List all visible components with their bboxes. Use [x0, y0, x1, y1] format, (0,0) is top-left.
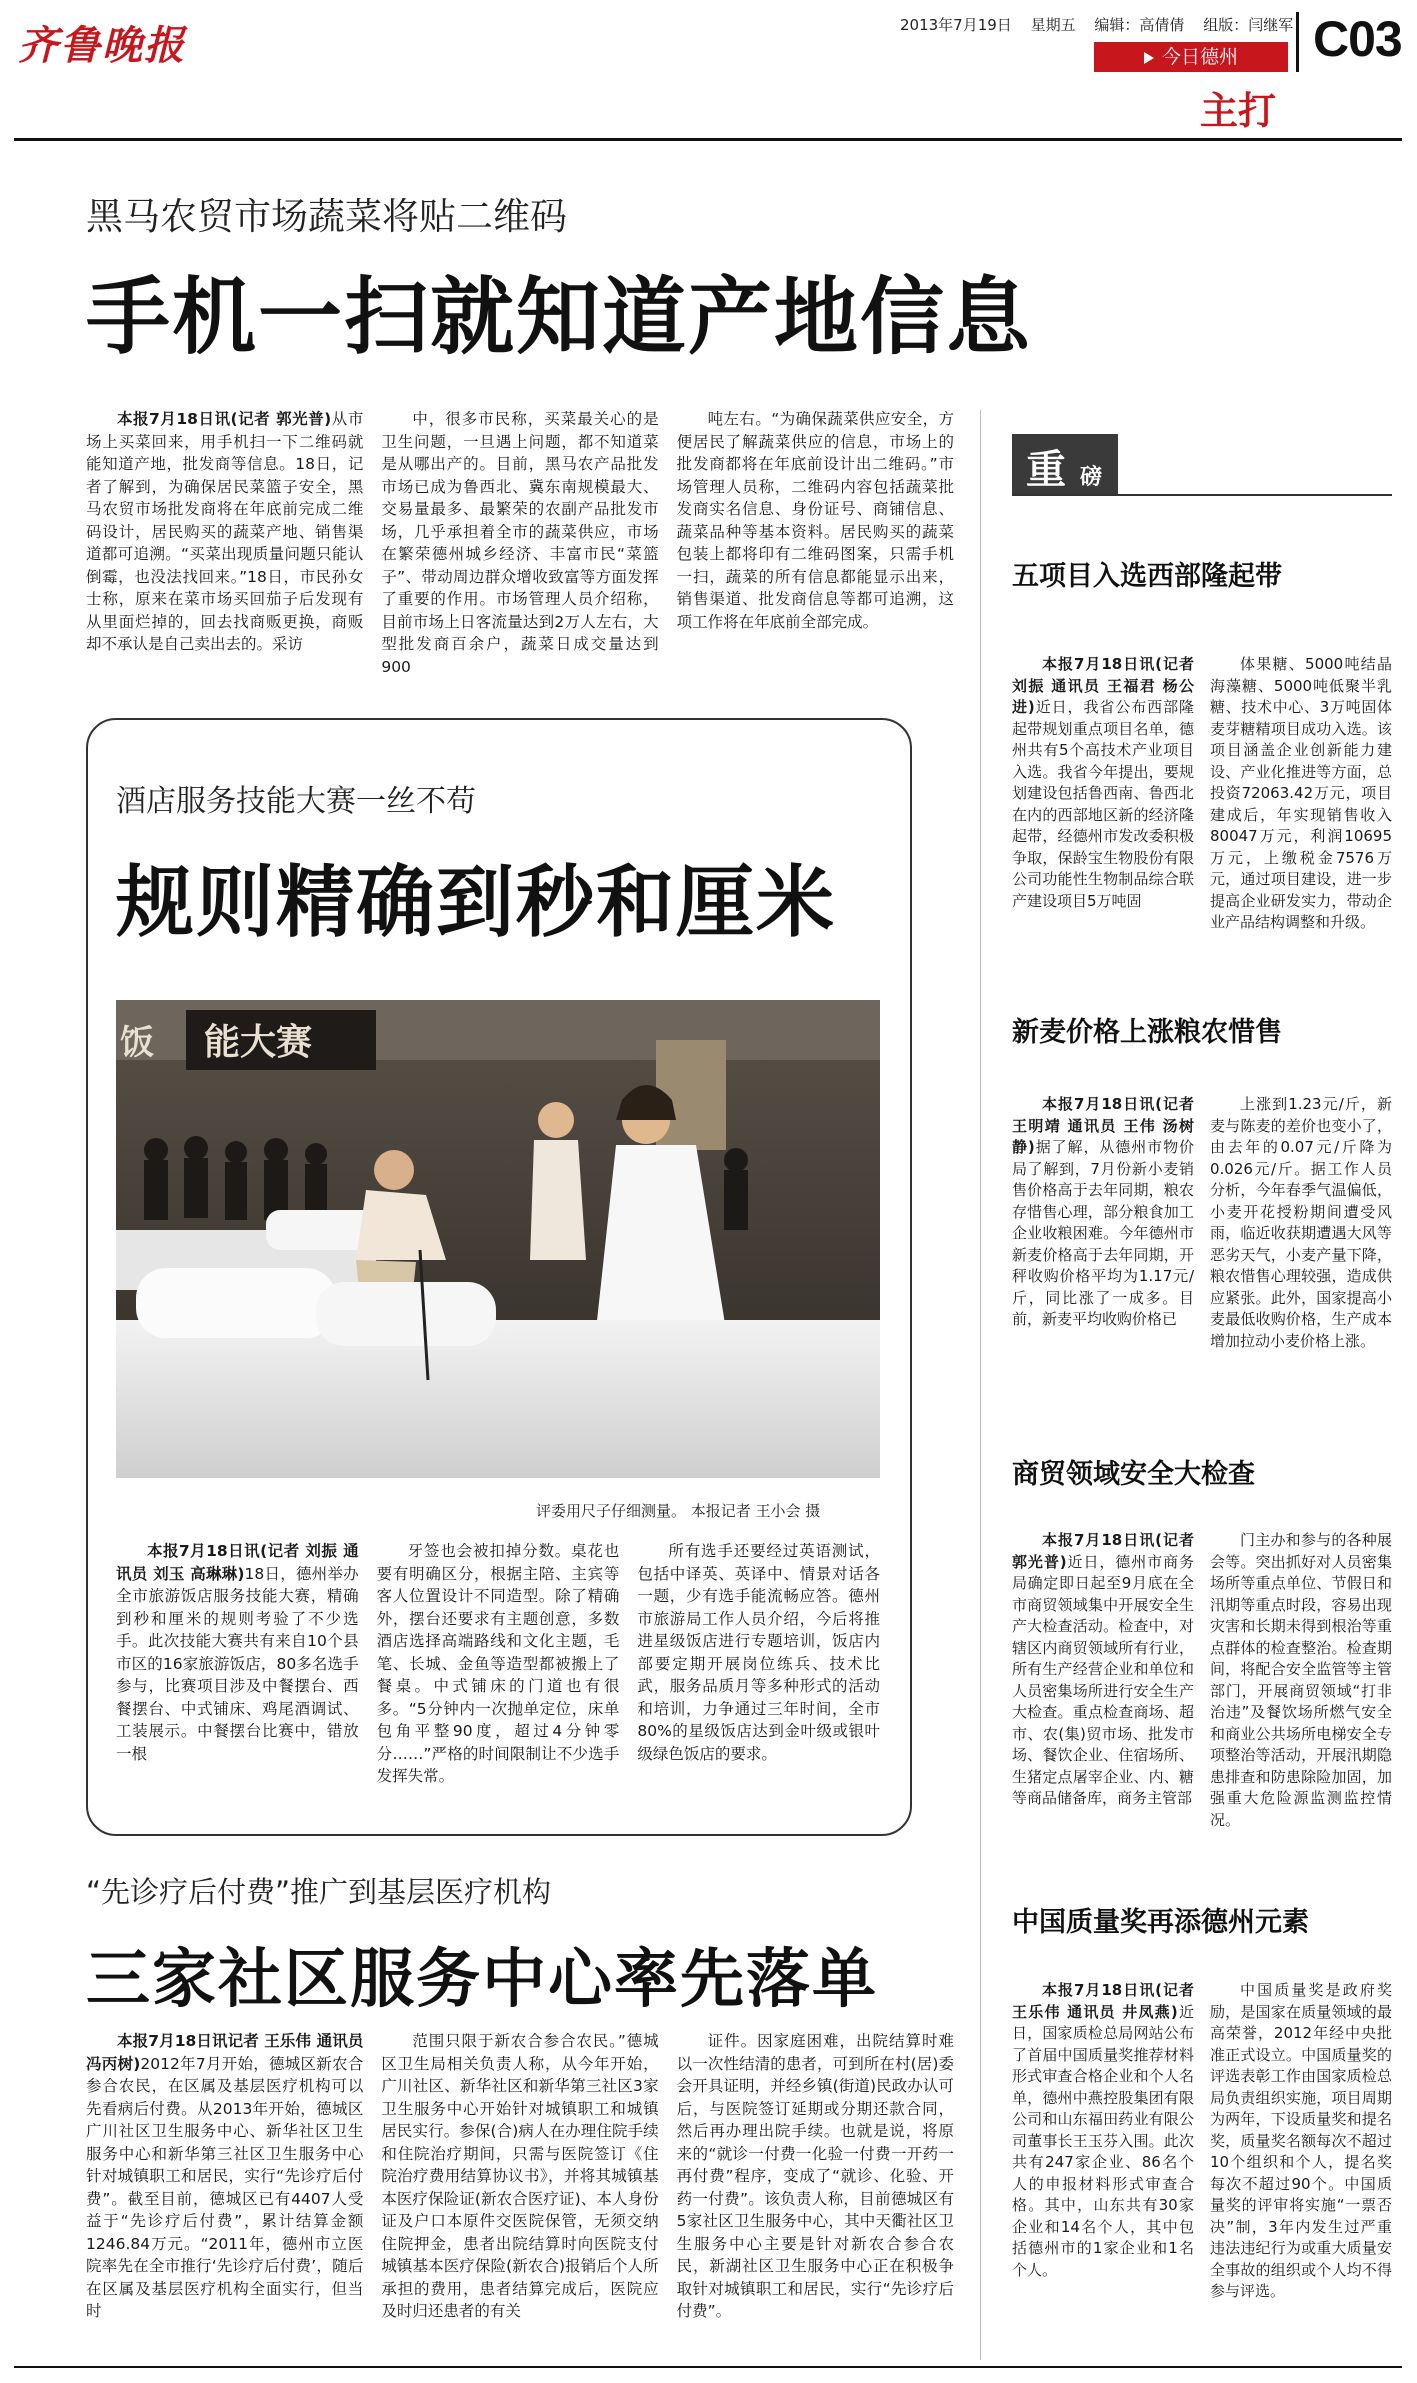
sidebar-item-2-col-2 [1210, 1094, 1392, 1414]
story1-kicker: 黑马农贸市场蔬菜将贴二维码 [86, 195, 567, 238]
sidebar-item-2-text-1: 据了解，从德州市物价局了解到，7月份新小麦销售价格高于去年同期，粮农存惜售心理，部分粮食加工企业收粮困难。今年德州市新麦价格高于去年同期，开秤收购价格平均为1.17元/斤，同比涨了一成多。目前，新麦平均收购价格已 [1012, 1138, 1194, 1328]
sidebar-item-4-byline: 本报7月18日讯(记者 王乐伟 通讯员 井凤燕) [1012, 1981, 1194, 2021]
story3-col-2 [381, 2030, 658, 2356]
sidebar-item-1-body [1012, 654, 1392, 974]
story3-byline: 本报7月18日讯记者 王乐伟 通讯员 冯丙树) [86, 2032, 364, 2073]
issue-editor: 编辑：高倩倩 [1094, 16, 1185, 34]
sidebar-item-4-body [1012, 1980, 1392, 2356]
story1-text-3: 吨左右。“为确保蔬菜供应安全，方便居民了解蔬菜供应的信息，市场上的批发商都将在年底前设计出二维码。”市场管理人员称，二维码内容包括蔬菜批发商实名信息、身份证号、商铺信息、蔬菜品种等基本资料。居民购买的蔬菜包装上都将印有二维码图案，只需手机一扫，蔬菜的所有信息都能显示出来，销售渠道、批发商信息等都可追溯，这项工作将在年底前全部完成。 [676, 410, 954, 631]
sidebar-badge-big: 重 [1026, 447, 1066, 493]
story1-col-1 [86, 408, 363, 664]
sidebar-item-2-headline: 新麦价格上涨粮农惜售 [1012, 1017, 1282, 1048]
story3-text-1: 2012年7月开始，德城区新农合参合农民，在区属及基层医疗机构可以先看病后付费。从2013年开始，德城区广川社区卫生服务中心、新华社区卫生服务中心和新华第三社区卫生服务中心针对城镇职工和居民，实行“先诊疗后付费”。截至目前，德城区已有4407人受益于“先诊疗后付费”，累计结算金额1246.84万元。“2011年，德州市立医院率先在全市推行‘先诊疗后付费’，随后在区属及基层医疗机构全面实行，但当时 [86, 2054, 364, 2320]
sidebar-item-3-headline: 商贸领域安全大检查 [1012, 1459, 1255, 1490]
story2-col-2 [377, 1540, 620, 1810]
sidebar-item-4-text-2: 中国质量奖是政府奖励，是国家在质量领域的最高荣誉，2012年经中央批准正式设立。中国质量奖的评选表彰工作由国家质检总局负责组织实施，项目周期为两年，下设质量奖和提名奖，质量奖名额每次不超过10个组织和个人，提名奖每次不超过90个。中国质量奖的评审将实施“一票否决”制，3年内发生过严重违法违纪行为或重大质量安全事故的组织或个人均不得参与评选。 [1210, 1981, 1392, 2300]
sidebar-item-1-text-1: 近日，我省公布西部隆起带规划重点项目名单，德州共有5个高技术产业项目入选。我省今年提出，要规划建设包括鲁西南、鲁西北在内的西部地区新的经济隆起带，经德州市发改委积极争取，保龄宝生物股份有限公司功能性生物制品综合联产建设项目5万吨固 [1012, 698, 1194, 910]
sidebar-item-4-col-1 [1012, 1980, 1194, 2356]
sidebar-item-1-text-2: 体果糖、5000吨结晶海藻糖、5000吨低聚半乳糖、技术中心、3万吨固体麦芽糖精项目成功入选。该项目涵盖企业创新能力建设、产业化推进等方面，总投资72063.42万元，项目建成后，年实现销售收入80047万元，利润10695万元，上缴税金7576万元，通过项目建设，进一步提高企业研发实力，带动企业产品结构调整和升级。 [1210, 655, 1392, 931]
sidebar-item-3-body [1012, 1530, 1392, 1884]
story2-byline: 本报7月18日讯(记者 刘振 通讯员 刘玉 高琳琳) [116, 1542, 359, 1583]
story3-headline: 三家社区服务中心率先落单 [86, 1943, 878, 2017]
top-rule [14, 138, 1402, 141]
photo-illustration [116, 1000, 880, 1478]
newspaper-logo: 齐鲁晚报 [18, 22, 186, 69]
story3-col-3 [677, 2030, 954, 2356]
masthead [0, 0, 1417, 140]
photo-banner-text: 能大赛 [204, 1022, 313, 1063]
story2-text-1: 18日，德州举办全市旅游饭店服务技能大赛，精确到秒和厘米的规则考验了不少选手。此次技能大赛共有来自10个县市区的16家旅游饭店，80多名选手参与，比赛项目涉及中餐摆台、西餐摆台、中式铺床、鸡尾酒调试、工装展示。中餐摆台比赛中，错放一根 [116, 1564, 359, 1763]
issue-weekday: 星期五 [1030, 16, 1076, 34]
sidebar-item-2-body [1012, 1094, 1392, 1414]
sidebar-item-1-col-1 [1012, 654, 1194, 974]
story3-col-1 [86, 2030, 363, 2356]
sidebar-item-2-byline: 本报7月18日讯(记者 王明靖 通讯员 王伟 汤树静) [1012, 1095, 1194, 1156]
story1-body [86, 408, 954, 676]
issue-date: 2013年7月19日 [900, 16, 1012, 34]
issue-meta [900, 14, 1307, 35]
sidebar-item-3-text-2: 门主办和参与的各种展会等。突出抓好对人员密集场所等重点单位、节假日和汛期等重点时段，容易出现灾害和长期未得到根治等重点群体的检查整治。检查期间，将配合安全监管等主管部门，开展商贸领域“打非治违”及餐饮场所燃气安全和商业公共场所电梯安全专项整治等活动，开展汛期隐患排查和防患除险加固，加强重大危险源监测监控情况。 [1210, 1531, 1392, 1829]
sidebar-item-3-col-1 [1012, 1530, 1194, 1884]
sidebar-item-1-col-2 [1210, 654, 1392, 974]
competition-photo [116, 1000, 880, 1478]
story3-kicker: “先诊疗后付费”推广到基层医疗机构 [86, 1875, 552, 1909]
sidebar-item-4-text-1: 近日，国家质检总局网站公布了首届中国质量奖推荐材料形式审查合格企业和个人名单，德州中燕控股集团有限公司和山东福田药业有限公司董事长王玉芬入围。此次共有247家企业、86名个人的申报材料形式审查合格。其中，山东共有30家企业和14名个人，其中包括德州市的1家企业和1名个人。 [1012, 2002, 1194, 2279]
story2-col-3 [637, 1540, 880, 1810]
sidebar-badge-small: 磅 [1080, 465, 1103, 490]
photo-caption: 评委用尺子仔细测量。 本报记者 王小会 摄 [536, 1502, 821, 1520]
story2-col-1 [116, 1540, 359, 1810]
story2-kicker: 酒店服务技能大赛一丝不苟 [116, 784, 476, 819]
sidebar-item-4-headline: 中国质量奖再添德州元素 [1012, 1907, 1309, 1938]
section-tag: 今日德州 [1094, 42, 1288, 72]
sidebar-item-3-byline: 本报7月18日讯(记者 郭光普) [1012, 1531, 1194, 1571]
column-divider [980, 410, 981, 2360]
photo-banner-text-left: 饭 [120, 1023, 154, 1063]
story1-headline: 手机一扫就知道产地信息 [86, 268, 1033, 366]
sidebar-item-3-col-2 [1210, 1530, 1392, 1884]
section-subtitle: 主打 [1200, 89, 1277, 133]
sidebar-item-2-text-2: 上涨到1.23元/斤，新麦与陈麦的差价也变小了，由去年的0.07元/斤降为0.026元/斤。据工作人员分析，今年春季气温偏低，小麦开花授粉期间遭受风雨，临近收获期遭遇大风等恶劣天气，小麦产量下降，粮农惜售心理较强，造成供应紧张。此外，国家提高小麦最低收购价格，生产成本增加拉动小麦价格上涨。 [1210, 1095, 1392, 1350]
sidebar-item-4-col-2 [1210, 1980, 1392, 2356]
sidebar-item-1-headline: 五项目入选西部隆起带 [1012, 561, 1282, 592]
page-divider [1296, 12, 1299, 72]
sidebar-badge-rule [1012, 494, 1392, 496]
sidebar-item-3-text-1: 近日，德州市商务局确定即日起至9月底在全市商贸领域集中开展安全生产大检查活动。检查中，对辖区内商贸领域所有行业，所有生产经营企业和单位和人员密集场所进行安全生产大检查。重点检查商场、超市、农(集)贸市场、批发市场、餐饮企业、住宿场所、生猪定点屠宰企业、内、糖等商品储备库，商务主管部 [1012, 1552, 1194, 1807]
story3-body [86, 2030, 954, 2356]
sidebar-item-2-col-1 [1012, 1094, 1194, 1414]
issue-layout: 组版：闫继军 [1203, 16, 1294, 34]
story1-byline: 本报7月18日讯(记者 郭光普) [117, 410, 332, 428]
story2-text-3: 所有选手还要经过英语测试，包括中译英、英译中、情景对话各一题，少有选手能流畅应答。德州市旅游局工作人员介绍，今后将推进星级饭店进行专题培训，饭店内部要定期开展岗位练兵、技术比武，服务品质月等多种形式的活动和培训，力争通过三年时间，全市80%的星级饭店达到金叶级或银叶级绿色饭店的要求。 [637, 1542, 881, 1763]
story1-text-1: 从市场上买菜回来，用手机扫一下二维码就能知道产地，批发商等信息。18日，记者了解到，为确保居民菜篮子安全，黑马农贸市场批发商将在年底前完成二维码设计，居民购买的蔬菜产地、销售渠道都可追溯。“买菜出现质量问题只能认倒霉，也没法找回来。”18日，市民孙女士称，原来在菜市场买回茄子后发现有从里面烂掉的，回去找商贩更换，商贩却不承认是自己卖出去的。采访 [86, 410, 364, 653]
story2-body [116, 1540, 880, 1810]
story2-headline: 规则精确到秒和厘米 [116, 858, 837, 948]
story1-text-2: 中，很多市民称，买菜最关心的是卫生问题，一旦遇上问题，都不知道菜是从哪出产的。目前，黑马农产品批发市场已成为鲁西北、冀东南规模最大、交易量最多、最繁荣的农副产品批发市场，几乎承担着全市的蔬菜供应，市场在繁荣德州城乡经济、丰富市民“菜篮子”、带动周边群众增收致富等方面发挥了重要的作用。市场管理人员介绍称，目前市场上日客流量达到2万人左右，大型批发商百余户，蔬菜日成交量达到900 [381, 410, 659, 676]
page-number: C03 [1313, 11, 1402, 67]
sidebar-item-1-byline: 本报7月18日讯(记者 刘振 通讯员 王福君 杨公进) [1012, 655, 1194, 716]
bottom-rule [14, 2366, 1402, 2368]
story3-text-3: 证件。因家庭困难，出院结算时难以一次性结清的患者，可到所在村(居)委会开具证明，并经乡镇(街道)民政办认可后，与医院签订延期或分期还款合同，然后再办理出院手续。也就是说，将原来的“就诊一付费一化验一付费一开药一再付费”程序，变成了“就诊、化验、开药一付费”。该负责人称，目前德城区有5家社区卫生服务中心，其中天衢社区卫生服务中心主要是针对新农合参合农民，新湖社区卫生服务中心正在积极争取针对城镇职工和居民，实行“先诊疗后付费”。 [676, 2032, 954, 2320]
story1-col-3 [677, 408, 954, 664]
story1-col-2 [381, 408, 659, 676]
story2-text-2: 牙签也会被扣掉分数。桌花也要有明确区分，根据主陪、主宾等客人位置设计不同造型。除了精确外，摆台还要求有主题创意，多数酒店选择高端路线和文化主题，毛笔、长城、金鱼等造型都被搬上了餐桌。中式铺床的门道也有很多。“5分钟内一次抛单定位，床单包角平整90度，超过4分钟零分……”严格的时间限制让不少选手发挥失常。 [376, 1542, 620, 1785]
story3-text-2: 范围只限于新农合参合农民。”德城区卫生局相关负责人称，从今年开始，广川社区、新华社区和新华第三社区3家卫生服务中心开始针对城镇职工和城镇居民实行。参保(合)病人在办理住院手续和住院治疗期间，只需与医院签订《住院治疗费用结算协议书》，并将其城镇基本医疗保险证(新农合医疗证)、本人身份证及户口本原件交医院保管，无须交纳住院押金，患者出院结算时向医院支付城镇基本医疗保险(新农合)报销后个人所承担的费用，患者结算完成后，医院应及时归还患者的有关 [381, 2032, 659, 2320]
sidebar-badge [1012, 434, 1118, 494]
